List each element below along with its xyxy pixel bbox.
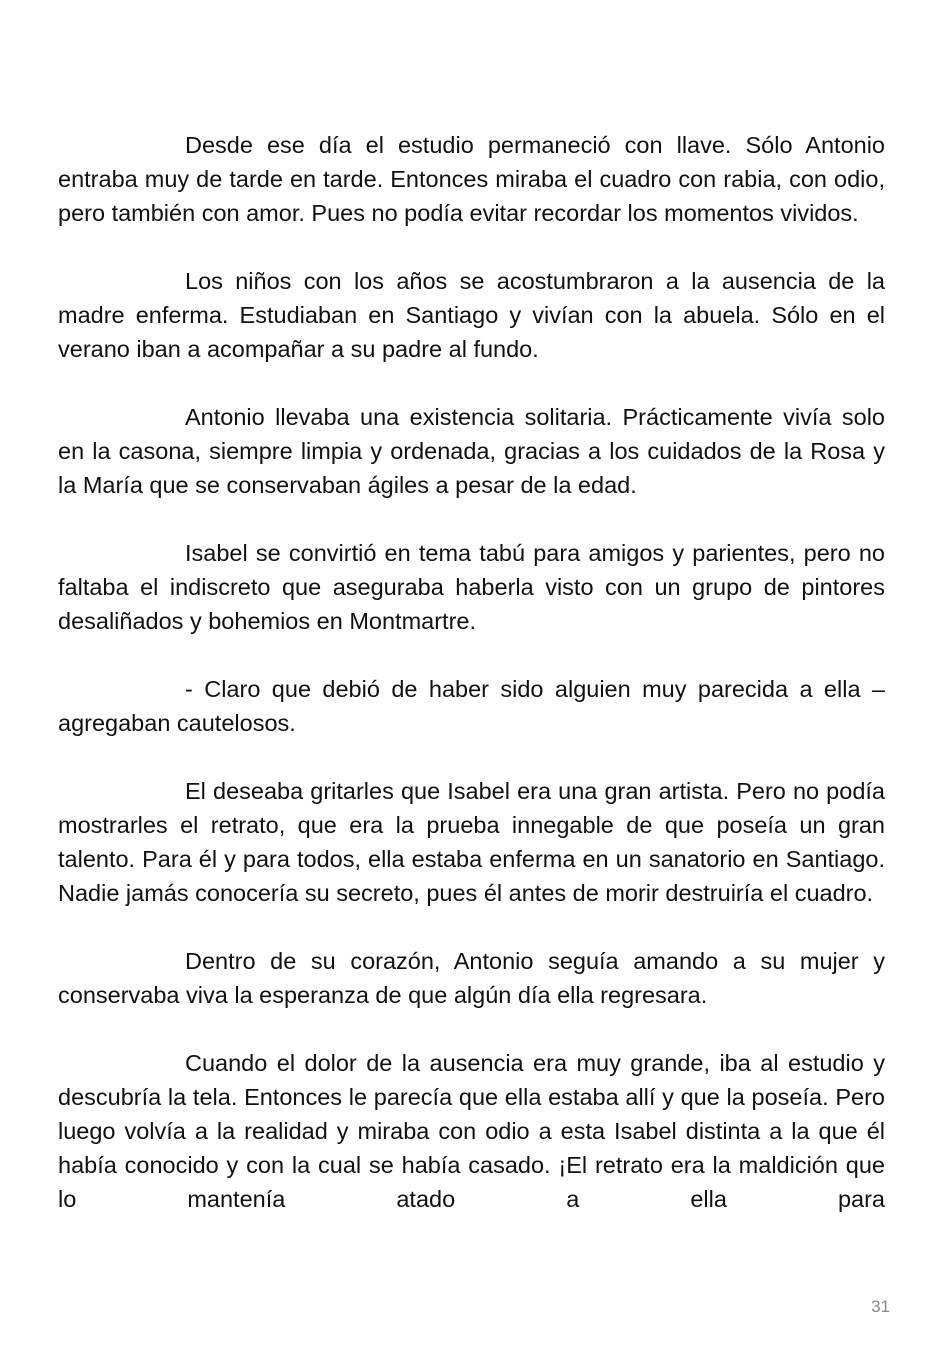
paragraph: Dentro de su corazón, Antonio seguía amando a su mujer y conservaba viva la esperanza de que algún día ella regresara. xyxy=(58,948,885,1008)
paragraph: El deseaba gritarles que Isabel era una gran artista. Pero no podía mostrarles el retrato, que era la prueba innegable de que poseía un gran talento. Para él y para todos, ella estaba enferma en un sanatorio en Santiago. Nadie jamás conocería su secreto, pues él antes de morir destruiría el cuadro. xyxy=(58,778,885,906)
page-number: 31 xyxy=(871,1297,890,1316)
body-text xyxy=(58,128,885,1216)
paragraph: Los niños con los años se acostumbraron a la ausencia de la madre enferma. Estudiaban en Santiago y vivían con la abuela. Sólo en el verano iban a acompañar a su padre al fundo. xyxy=(58,268,885,362)
paragraph: Antonio llevaba una existencia solitaria. Prácticamente vivía solo en la casona, siempre limpia y ordenada, gracias a los cuidados de la Rosa y la María que se conservaban ágiles a pesar de la edad. xyxy=(58,404,885,498)
paragraph: Cuando el dolor de la ausencia era muy grande, iba al estudio y descubría la tela. Entonces le parecía que ella estaba allí y que la poseía. Pero luego volvía a la realidad y miraba con odio a esta Isabel distinta a la que él había conocido y con la cual se había casado. ¡El retrato era la maldición que lo mantenía atado a ella para xyxy=(58,1050,885,1212)
dialogue-paragraph: - Claro que debió de haber sido alguien muy parecida a ella – agregaban cautelosos. xyxy=(58,676,885,736)
paragraph: Isabel se convirtió en tema tabú para amigos y parientes, pero no faltaba el indiscreto que aseguraba haberla visto con un grupo de pintores desaliñados y bohemios en Montmartre. xyxy=(58,540,885,634)
paragraph: Desde ese día el estudio permaneció con llave. Sólo Antonio entraba muy de tarde en tarde. Entonces miraba el cuadro con rabia, con odio, pero también con amor. Pues no podía evitar recordar los momentos vividos. xyxy=(58,132,885,226)
